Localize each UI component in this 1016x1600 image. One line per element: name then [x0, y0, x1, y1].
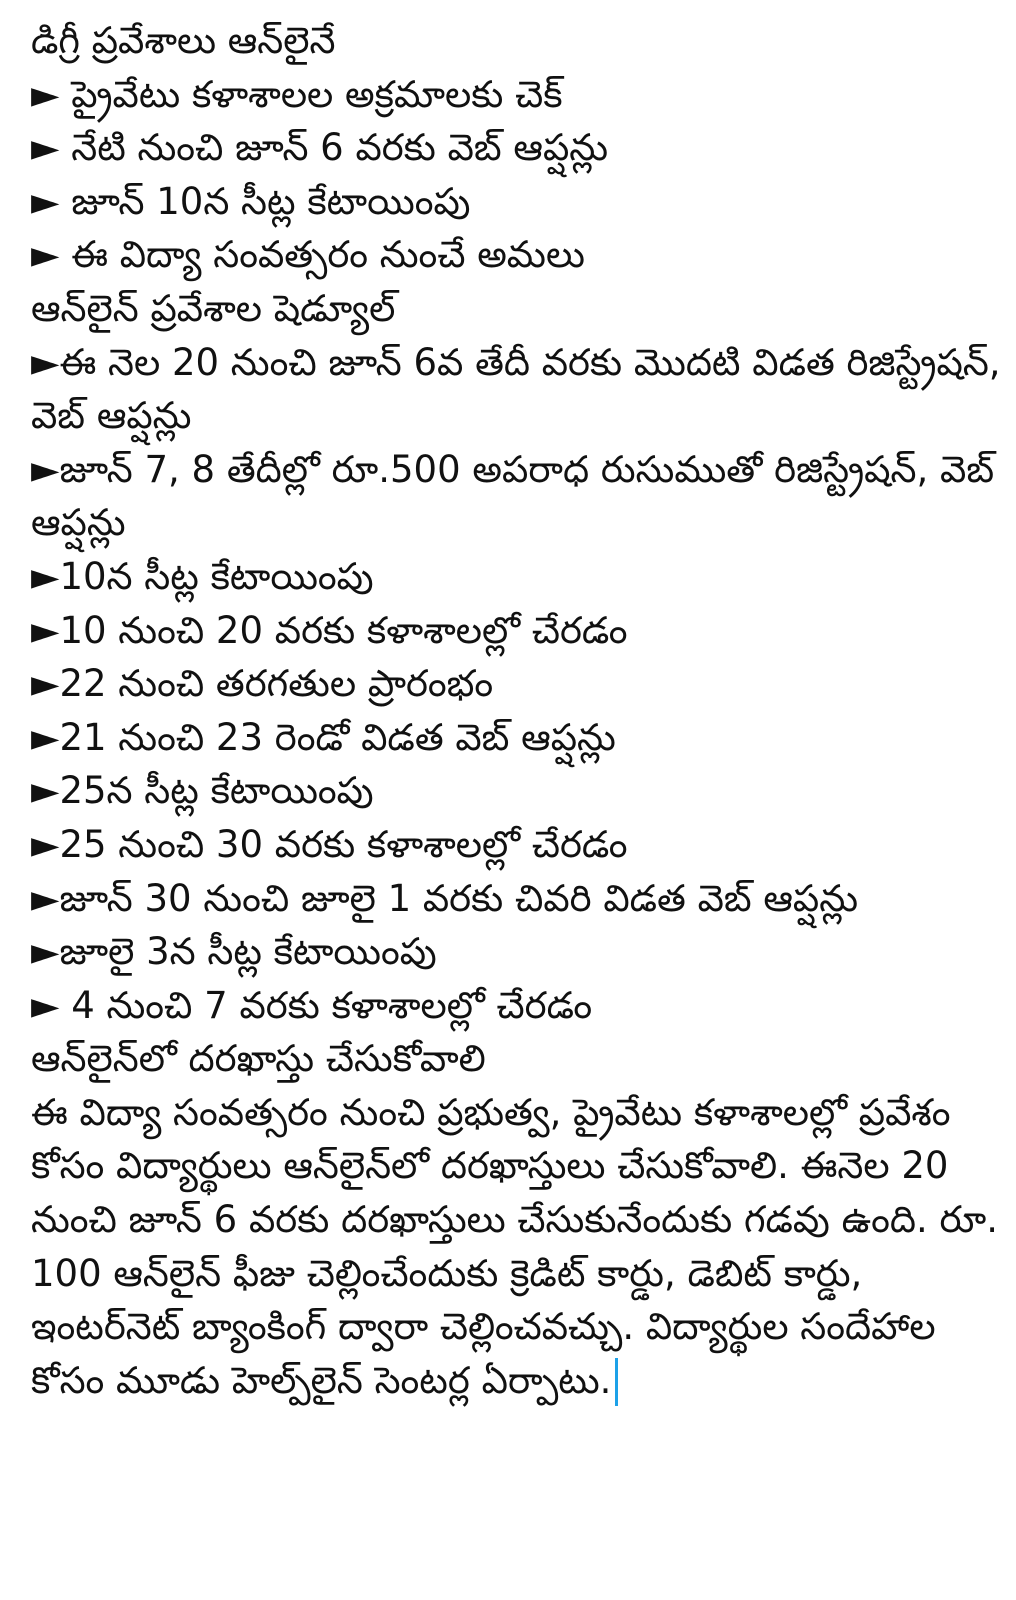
schedule-item: ►25న సీట్ల కేటాయింపు — [31, 769, 374, 813]
schedule-item: ►21 నుంచి 23 రెండో విడత వెబ్ ఆప్షన్లు — [31, 715, 616, 759]
note-title: డిగ్రీ ప్రవేశాలు ఆన్‌లైనే — [31, 19, 336, 62]
apply-paragraph-text: ఈ విద్యా సంవత్సరం నుంచి ప్రభుత్వ, ప్రైవేటు కళాశాలల్లో ప్రవేశం కోసం విద్యార్థులు ఆన్‌లైన్‌లో దరఖాస్తులు చేసుకోవాలి. ఈనెల 20 నుంచి జూన్ 6 వరకు దరఖాస్తులు చేసుకునేందుకు గడవు ఉంది. రూ. 100 ఆన్‌లైన్ ఫీజు చెల్లించేందుకు క్రెడిట్ కార్డు, డెబిట్ కార్డు, ఇంటర్‌నెట్ బ్యాంకింగ్ ద్వారా చెల్లించవచ్చు. విద్యార్థుల సందేహాల కోసం మూడు హెల్ప్‌లైన్ సెంటర్ల ఏర్పాటు. — [31, 1090, 998, 1402]
schedule-item: ►22 నుంచి తరగతుల ప్రారంభం — [31, 662, 494, 706]
schedule-item: ►జూలై 3న సీట్ల కేటాయింపు — [31, 930, 437, 974]
text-cursor — [615, 1358, 618, 1406]
highlight-item: ► జూన్ 10న సీట్ల కేటాయింపు — [31, 179, 471, 223]
schedule-item: ►జూన్ 30 నుంచి జూలై 1 వరకు చివరి విడత వెబ్ ఆప్షన్లు — [31, 876, 859, 920]
schedule-item: ►25 నుంచి 30 వరకు కళాశాలల్లో చేరడం — [31, 822, 628, 866]
apply-paragraph — [31, 1086, 1001, 1408]
schedule-item: ►జూన్ 7, 8 తేదీల్లో రూ.500 అపరాధ రుసుముతో రిజిస్ట్రేషన్, వెబ్ ఆప్షన్లు — [31, 447, 995, 545]
highlight-item: ► నేటి నుంచి జూన్ 6 వరకు వెబ్ ఆప్షన్లు — [31, 126, 609, 170]
schedule-item: ►10న సీట్ల కేటాయింపు — [31, 554, 374, 598]
highlight-item: ► ఈ విద్యా సంవత్సరం నుంచే అమలు — [31, 233, 585, 277]
highlight-item: ► ప్రైవేటు కళాశాలల అక్రమాలకు చెక్ — [31, 72, 563, 116]
schedule-item: ►10 నుంచి 20 వరకు కళాశాలల్లో చేరడం — [31, 608, 628, 652]
apply-heading: ఆన్‌లైన్‌లో దరఖాస్తు చేసుకోవాలి — [31, 1037, 486, 1081]
schedule-heading: ఆన్‌లైన్ ప్రవేశాల షెడ్యూల్ — [31, 286, 396, 330]
schedule-item: ► 4 నుంచి 7 వరకు కళాశాలల్లో చేరడం — [31, 983, 593, 1027]
note-text-area[interactable] — [31, 14, 1001, 1407]
schedule-item: ►ఈ నెల 20 నుంచి జూన్ 6వ తేదీ వరకు మొదటి విడత రిజిస్ట్రేషన్, వెబ్ ఆప్షన్లు — [31, 340, 1001, 438]
